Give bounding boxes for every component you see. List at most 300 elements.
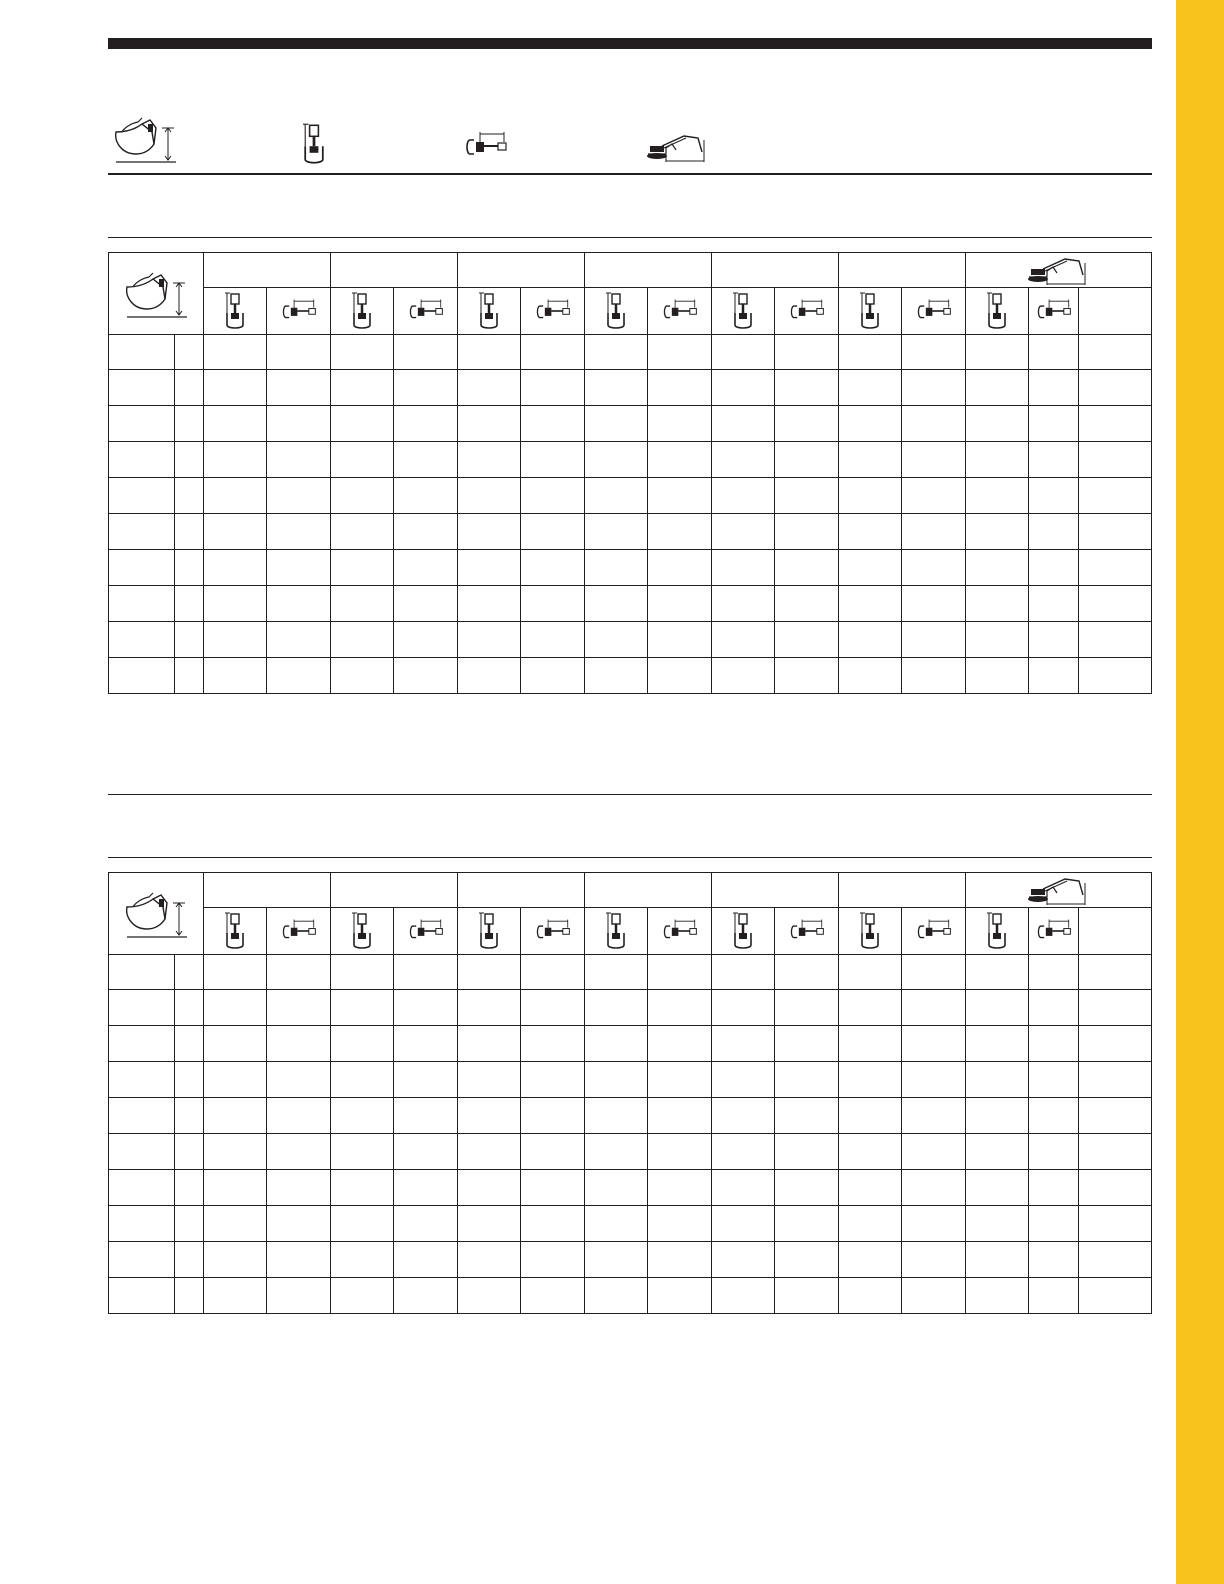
over-side-icon <box>1036 299 1072 323</box>
capacity-cell <box>204 550 267 586</box>
capacity-cell <box>394 442 458 478</box>
capacity-cell <box>204 1242 267 1278</box>
table-row <box>109 990 1152 1026</box>
capacity-cell <box>204 990 267 1026</box>
table-row <box>109 622 1152 658</box>
capacity-cell <box>648 550 712 586</box>
reach-group-header <box>966 253 1152 288</box>
capacity-cell <box>267 1278 331 1314</box>
capacity-cell <box>585 1062 648 1098</box>
capacity-cell <box>775 514 839 550</box>
front-column-header <box>585 908 648 955</box>
reach-group-header <box>458 253 585 288</box>
lift-capacity-table <box>108 252 1152 694</box>
table-row <box>109 335 1152 370</box>
capacity-cell <box>902 658 966 694</box>
capacity-cell <box>585 442 648 478</box>
capacity-cell <box>902 1242 966 1278</box>
table-row <box>109 406 1152 442</box>
capacity-cell <box>331 1062 394 1098</box>
capacity-cell <box>966 370 1029 406</box>
capacity-cell <box>839 335 902 370</box>
capacity-cell <box>394 478 458 514</box>
capacity-cell <box>204 1098 267 1134</box>
over-side-icon <box>916 919 952 943</box>
row-unit-cell <box>175 1206 204 1242</box>
capacity-cell <box>331 990 394 1026</box>
capacity-cell <box>966 586 1029 622</box>
capacity-cell <box>839 1170 902 1206</box>
capacity-cell <box>648 514 712 550</box>
capacity-cell <box>1029 1026 1079 1062</box>
front-column-header <box>839 908 902 955</box>
table-row <box>109 550 1152 586</box>
capacity-cell <box>966 550 1029 586</box>
row-unit-cell <box>175 1026 204 1062</box>
capacity-cell <box>267 1026 331 1062</box>
table-row <box>109 1242 1152 1278</box>
capacity-cell <box>394 586 458 622</box>
capacity-cell <box>331 1134 394 1170</box>
capacity-cell <box>267 658 331 694</box>
capacity-cell <box>966 514 1029 550</box>
capacity-cell <box>839 370 902 406</box>
capacity-cell <box>267 335 331 370</box>
row-height-cell <box>109 955 175 990</box>
capacity-cell <box>902 1170 966 1206</box>
capacity-cell <box>394 1134 458 1170</box>
capacity-cell <box>585 335 648 370</box>
capacity-cell <box>267 586 331 622</box>
capacity-cell <box>267 1242 331 1278</box>
capacity-cell <box>394 1026 458 1062</box>
capacity-cell <box>712 1134 775 1170</box>
capacity-cell <box>521 370 585 406</box>
capacity-cell <box>902 550 966 586</box>
capacity-cell <box>331 1206 394 1242</box>
capacity-cell <box>204 1206 267 1242</box>
capacity-cell <box>204 586 267 622</box>
capacity-cell <box>1079 550 1152 586</box>
capacity-cell <box>648 335 712 370</box>
capacity-cell <box>966 1278 1029 1314</box>
side-column-header <box>267 288 331 335</box>
capacity-cell <box>521 478 585 514</box>
capacity-cell <box>267 990 331 1026</box>
capacity-cell <box>1029 514 1079 550</box>
capacity-cell <box>458 550 521 586</box>
capacity-cell <box>1029 335 1079 370</box>
capacity-cell <box>458 586 521 622</box>
over-side-icon <box>408 299 444 323</box>
yellow-edge-stripe <box>1176 0 1224 1584</box>
capacity-cell <box>839 514 902 550</box>
capacity-cell <box>521 1242 585 1278</box>
table-row <box>109 370 1152 406</box>
capacity-cell <box>1079 406 1152 442</box>
front-column-header <box>204 908 267 955</box>
capacity-cell <box>775 658 839 694</box>
capacity-cell <box>839 550 902 586</box>
row-unit-cell <box>175 335 204 370</box>
capacity-cell <box>966 1206 1029 1242</box>
table-row <box>109 1170 1152 1206</box>
reach-group-header <box>712 873 839 908</box>
capacity-cell <box>775 955 839 990</box>
row-unit-cell <box>175 1242 204 1278</box>
bucket-load-point-height-icon <box>123 269 189 319</box>
row-unit-cell <box>175 550 204 586</box>
row-unit-cell <box>175 370 204 406</box>
capacity-cell <box>585 550 648 586</box>
capacity-cell <box>585 622 648 658</box>
row-height-cell <box>109 622 175 658</box>
table-row <box>109 1206 1152 1242</box>
capacity-cell <box>204 658 267 694</box>
capacity-cell <box>902 478 966 514</box>
row-unit-cell <box>175 1098 204 1134</box>
capacity-cell <box>966 658 1029 694</box>
over-side-icon <box>535 919 571 943</box>
capacity-cell <box>648 1206 712 1242</box>
capacity-cell <box>267 370 331 406</box>
capacity-cell <box>1079 1170 1152 1206</box>
capacity-cell <box>521 955 585 990</box>
row-height-cell <box>109 586 175 622</box>
capacity-cell <box>902 1278 966 1314</box>
capacity-cell <box>1029 658 1079 694</box>
row-unit-cell <box>175 478 204 514</box>
capacity-cell <box>458 955 521 990</box>
capacity-cell <box>267 1206 331 1242</box>
capacity-cell <box>394 1170 458 1206</box>
capacity-cell <box>458 514 521 550</box>
capacity-cell <box>712 622 775 658</box>
table-row <box>109 586 1152 622</box>
capacity-cell <box>267 1098 331 1134</box>
capacity-cell <box>1029 1134 1079 1170</box>
capacity-cell <box>839 478 902 514</box>
side-column-header <box>1029 908 1079 955</box>
row-unit-cell <box>175 1278 204 1314</box>
capacity-cell <box>712 990 775 1026</box>
capacity-cell <box>331 955 394 990</box>
at-max-reach-icon <box>1027 255 1091 285</box>
over-side-icon <box>789 299 825 323</box>
over-front-icon <box>478 291 500 331</box>
capacity-cell <box>966 990 1029 1026</box>
capacity-cell <box>1079 1242 1152 1278</box>
capacity-cell <box>712 1206 775 1242</box>
capacity-cell <box>1029 1206 1079 1242</box>
over-side-icon <box>464 132 508 160</box>
capacity-cell <box>902 1098 966 1134</box>
section-divider <box>108 794 1152 795</box>
capacity-cell <box>775 1062 839 1098</box>
front-column-header <box>966 288 1029 335</box>
over-side-icon <box>535 299 571 323</box>
capacity-cell <box>204 514 267 550</box>
capacity-cell <box>1029 622 1079 658</box>
capacity-cell <box>1029 955 1079 990</box>
side-column-header <box>394 908 458 955</box>
capacity-cell <box>1029 1098 1079 1134</box>
over-front-icon <box>351 911 373 951</box>
capacity-cell <box>394 1062 458 1098</box>
capacity-cell <box>204 370 267 406</box>
capacity-cell <box>1029 1278 1079 1314</box>
row-unit-cell <box>175 1062 204 1098</box>
capacity-cell <box>204 1026 267 1062</box>
capacity-cell <box>775 586 839 622</box>
row-height-cell <box>109 442 175 478</box>
front-column-header <box>712 908 775 955</box>
row-unit-cell <box>175 406 204 442</box>
capacity-cell <box>839 586 902 622</box>
capacity-cell <box>585 955 648 990</box>
side-column-header <box>902 288 966 335</box>
capacity-cell <box>331 442 394 478</box>
capacity-cell <box>648 370 712 406</box>
capacity-cell <box>839 406 902 442</box>
capacity-cell <box>267 622 331 658</box>
capacity-cell <box>775 1098 839 1134</box>
capacity-cell <box>648 658 712 694</box>
at-max-reach-icon <box>1027 875 1091 905</box>
capacity-cell <box>331 406 394 442</box>
capacity-cell <box>267 550 331 586</box>
capacity-cell <box>521 550 585 586</box>
capacity-cell <box>394 658 458 694</box>
capacity-cell <box>331 478 394 514</box>
row-height-cell <box>109 1098 175 1134</box>
over-front-icon <box>732 291 754 331</box>
capacity-cell <box>648 442 712 478</box>
reach-group-header <box>966 873 1152 908</box>
table-row <box>109 1098 1152 1134</box>
capacity-cell <box>267 442 331 478</box>
over-front-icon <box>732 911 754 951</box>
capacity-cell <box>839 1098 902 1134</box>
table-row <box>109 442 1152 478</box>
capacity-cell <box>966 335 1029 370</box>
row-height-cell <box>109 658 175 694</box>
capacity-cell <box>1079 442 1152 478</box>
lift-capacity-table <box>108 872 1152 1314</box>
capacity-cell <box>775 1278 839 1314</box>
capacity-cell <box>458 370 521 406</box>
over-side-icon <box>789 919 825 943</box>
capacity-cell <box>648 1134 712 1170</box>
over-side-icon <box>662 299 698 323</box>
capacity-cell <box>394 1098 458 1134</box>
front-column-header <box>204 288 267 335</box>
front-column-header <box>585 288 648 335</box>
row-unit-cell <box>175 955 204 990</box>
capacity-cell <box>839 658 902 694</box>
capacity-cell <box>902 990 966 1026</box>
capacity-cell <box>775 335 839 370</box>
capacity-cell <box>331 1026 394 1062</box>
row-unit-cell <box>175 586 204 622</box>
capacity-cell <box>1029 1242 1079 1278</box>
capacity-cell <box>458 1134 521 1170</box>
capacity-cell <box>458 990 521 1026</box>
capacity-cell <box>521 990 585 1026</box>
capacity-cell <box>458 478 521 514</box>
capacity-cell <box>902 335 966 370</box>
capacity-cell <box>775 622 839 658</box>
capacity-cell <box>204 1062 267 1098</box>
capacity-cell <box>521 1134 585 1170</box>
capacity-cell <box>648 622 712 658</box>
capacity-cell <box>521 514 585 550</box>
row-height-cell <box>109 1134 175 1170</box>
capacity-cell <box>902 586 966 622</box>
capacity-cell <box>1079 370 1152 406</box>
capacity-cell <box>521 1278 585 1314</box>
row-unit-cell <box>175 622 204 658</box>
capacity-cell <box>394 1242 458 1278</box>
row-height-cell <box>109 406 175 442</box>
capacity-cell <box>585 514 648 550</box>
capacity-cell <box>267 1134 331 1170</box>
capacity-cell <box>648 955 712 990</box>
load-point-height-header <box>109 873 204 955</box>
capacity-cell <box>1029 550 1079 586</box>
side-column-header <box>267 908 331 955</box>
row-height-cell <box>109 550 175 586</box>
capacity-cell <box>394 622 458 658</box>
capacity-cell <box>902 514 966 550</box>
capacity-cell <box>1079 478 1152 514</box>
capacity-cell <box>775 406 839 442</box>
over-front-icon <box>986 911 1008 951</box>
capacity-cell <box>712 658 775 694</box>
row-height-cell <box>109 514 175 550</box>
front-column-header <box>331 288 394 335</box>
capacity-cell <box>267 406 331 442</box>
capacity-cell <box>521 335 585 370</box>
capacity-cell <box>1029 1062 1079 1098</box>
front-column-header <box>839 288 902 335</box>
capacity-cell <box>394 550 458 586</box>
capacity-cell <box>458 1206 521 1242</box>
capacity-cell <box>966 478 1029 514</box>
capacity-cell <box>1079 1098 1152 1134</box>
capacity-cell <box>267 1170 331 1206</box>
capacity-cell <box>394 1278 458 1314</box>
capacity-cell <box>966 406 1029 442</box>
over-side-icon <box>662 919 698 943</box>
over-side-icon <box>281 299 317 323</box>
capacity-cell <box>839 1062 902 1098</box>
capacity-cell <box>902 370 966 406</box>
capacity-cell <box>648 1278 712 1314</box>
capacity-cell <box>712 514 775 550</box>
icon-legend <box>108 110 1152 174</box>
capacity-cell <box>1079 955 1152 990</box>
capacity-cell <box>648 586 712 622</box>
capacity-cell <box>458 622 521 658</box>
side-column-header <box>1029 288 1079 335</box>
row-height-cell <box>109 370 175 406</box>
side-column-header <box>775 908 839 955</box>
side-column-header <box>648 908 712 955</box>
legend-rule <box>108 173 1152 175</box>
capacity-cell <box>585 1206 648 1242</box>
capacity-cell <box>1079 1134 1152 1170</box>
capacity-cell <box>1079 1278 1152 1314</box>
row-unit-cell <box>175 990 204 1026</box>
capacity-cell <box>585 990 648 1026</box>
capacity-cell <box>1079 990 1152 1026</box>
capacity-cell <box>966 1062 1029 1098</box>
over-front-icon <box>859 291 881 331</box>
side-column-header <box>902 908 966 955</box>
capacity-cell <box>775 370 839 406</box>
capacity-cell <box>204 478 267 514</box>
capacity-cell <box>204 1278 267 1314</box>
capacity-cell <box>331 1170 394 1206</box>
row-height-cell <box>109 1170 175 1206</box>
capacity-cell <box>585 1098 648 1134</box>
capacity-cell <box>1079 622 1152 658</box>
over-side-icon <box>281 919 317 943</box>
capacity-cell <box>585 1026 648 1062</box>
capacity-cell <box>966 622 1029 658</box>
side-column-header <box>521 908 585 955</box>
capacity-cell <box>902 442 966 478</box>
front-column-header <box>712 288 775 335</box>
capacity-cell <box>712 586 775 622</box>
over-front-icon <box>605 291 627 331</box>
reach-group-header <box>585 253 712 288</box>
capacity-cell <box>648 990 712 1026</box>
capacity-cell <box>775 1026 839 1062</box>
reach-group-header <box>204 873 331 908</box>
capacity-cell <box>267 514 331 550</box>
capacity-cell <box>394 514 458 550</box>
row-height-cell <box>109 1062 175 1098</box>
capacity-cell <box>648 1098 712 1134</box>
capacity-cell <box>204 442 267 478</box>
over-front-icon <box>224 911 246 951</box>
capacity-cell <box>712 1242 775 1278</box>
capacity-cell <box>331 658 394 694</box>
over-front-icon <box>859 911 881 951</box>
front-column-header <box>458 288 521 335</box>
reach-column-header <box>1079 288 1152 335</box>
capacity-cell <box>267 478 331 514</box>
capacity-cell <box>902 622 966 658</box>
front-column-header <box>331 908 394 955</box>
capacity-cell <box>521 658 585 694</box>
capacity-cell <box>775 478 839 514</box>
capacity-cell <box>394 406 458 442</box>
side-column-header <box>521 288 585 335</box>
bucket-load-point-height-icon <box>112 114 178 164</box>
capacity-cell <box>775 1242 839 1278</box>
capacity-cell <box>394 370 458 406</box>
capacity-cell <box>1029 406 1079 442</box>
over-front-icon <box>478 911 500 951</box>
capacity-cell <box>712 1062 775 1098</box>
capacity-cell <box>521 586 585 622</box>
row-height-cell <box>109 1206 175 1242</box>
capacity-cell <box>458 658 521 694</box>
capacity-cell <box>585 406 648 442</box>
